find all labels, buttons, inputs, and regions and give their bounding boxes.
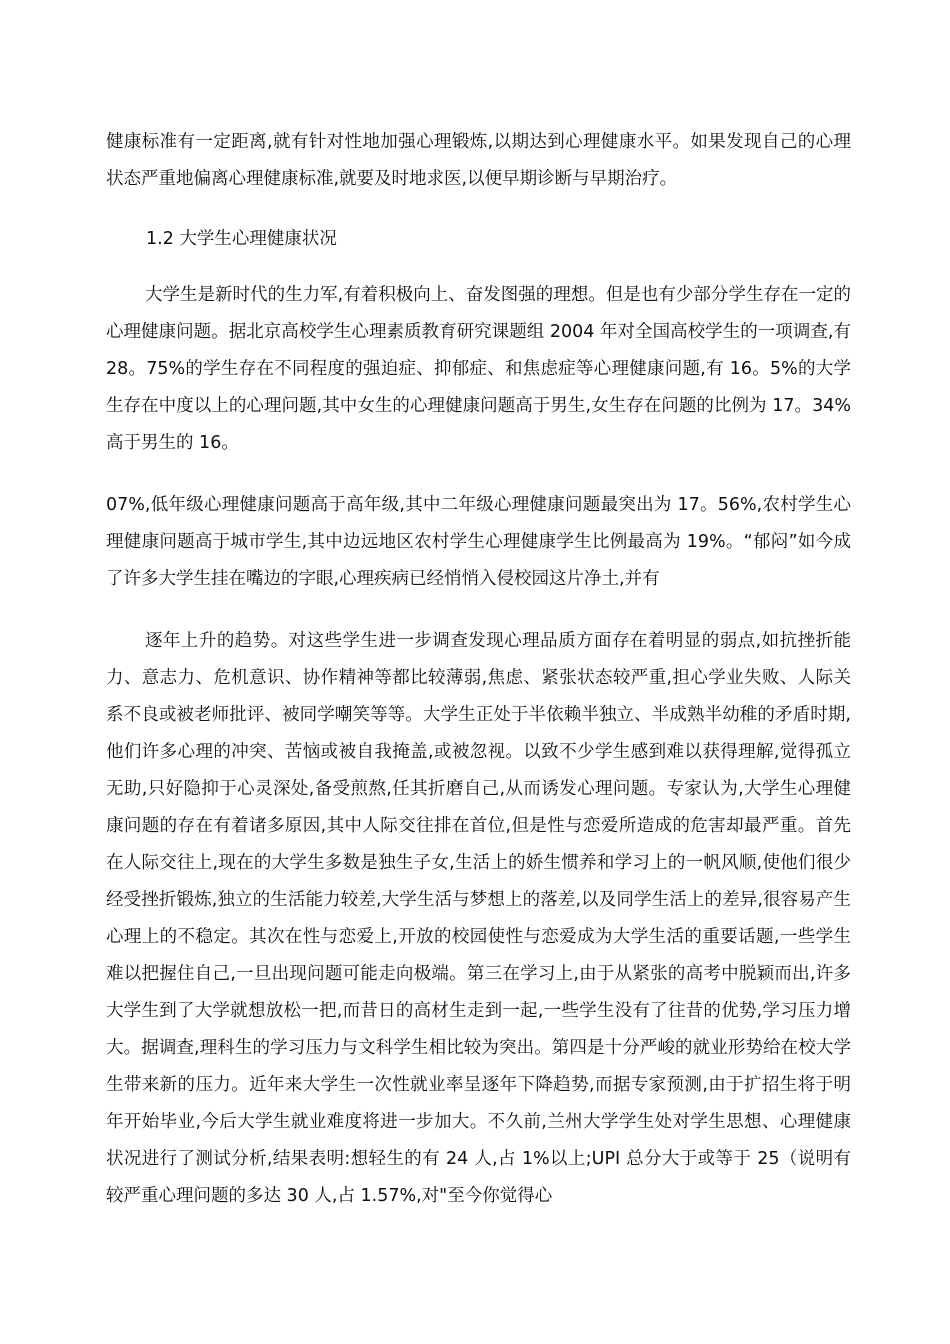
paragraph-grades: 07%,低年级心理健康问题高于高年级,其中二年级心理健康问题最突出为 17。56%,农村学生心理健康问题高于城市学生,其中边远地区农村学生心理健康学生比例最高为 19%。“郁闷”如今成了许多大学生挂在嘴边的字眼,心理疾病已经悄悄入侵校园这片净土,并有: [106, 495, 851, 589]
paragraph-continued: 健康标准有一定距离,就有针对性地加强心理锻炼,以期达到心理健康水平。如果发现自己的心理状态严重地偏离心理健康标准,就要及时地求医,以便早期诊断与早期治疗。: [106, 132, 851, 189]
paragraph-survey: 大学生是新时代的生力军,有着积极向上、奋发图强的理想。但是也有少部分学生存在一定的心理健康问题。据北京高校学生心理素质教育研究课题组 2004 年对全国高校学生的一项调查,有 28。75%的学生存在不同程度的强迫症、抑郁症、和焦虑症等心理健康问题,有 16。5%的大学生存在中度以上的心理问题,其中女生的心理健康问题高于男生,女生存在问题的比例为 17。34%高于男生的 16。: [106, 285, 851, 453]
section-heading: 1.2 大学生心理健康状况: [146, 229, 337, 249]
paragraph-trend: 逐年上升的趋势。对这些学生进一步调查发现心理品质方面存在着明显的弱点,如抗挫折能力、意志力、危机意识、协作精神等都比较薄弱,焦虑、紧张状态较严重,担心学业失败、人际关系不良或被老师批评、被同学嘲笑等等。大学生正处于半依赖半独立、半成熟半幼稚的矛盾时期,他们许多心理的冲突、苦恼或被自我掩盖,或被忽视。以致不少学生感到难以获得理解,觉得孤立无助,只好隐抑于心灵深处,备受煎熬,任其折磨自己,从而诱发心理问题。专家认为,大学生心理健康问题的存在有着诸多原因,其中人际交往排在首位,但是性与恋爱所造成的危害却最严重。首先在人际交往上,现在的大学生多数是独生子女,生活上的娇生惯养和学习上的一帆风顺,使他们很少经受挫折锻炼,独立的生活能力较差,大学生活与梦想上的落差,以及同学生活上的差异,很容易产生心理上的不稳定。其次在性与恋爱上,开放的校园使性与恋爱成为大学生活的重要话题,一些学生难以把握住自己,一旦出现问题可能走向极端。第三在学习上,由于从紧张的高考中脱颖而出,许多大学生到了大学就想放松一把,而昔日的高材生走到一起,一些学生没有了往昔的优势,学习压力增大。据调查,理科生的学习压力与文科学生相比较为突出。第四是十分严峻的就业形势给在校大学生带来新的压力。近年来大学生一次性就业率呈逐年下降趋势,而据专家预测,由于扩招生将于明年开始毕业,今后大学生就业难度将进一步加大。不久前,兰州大学学生处对学生思想、心理健康状况进行了测试分析,结果表明:想轻生的有 24 人,占 1%以上;UPI 总分大于或等于 25（说明有较严重心理问题的多达 30 人,占 1.57%,对"至今你觉得心: [106, 631, 851, 1206]
